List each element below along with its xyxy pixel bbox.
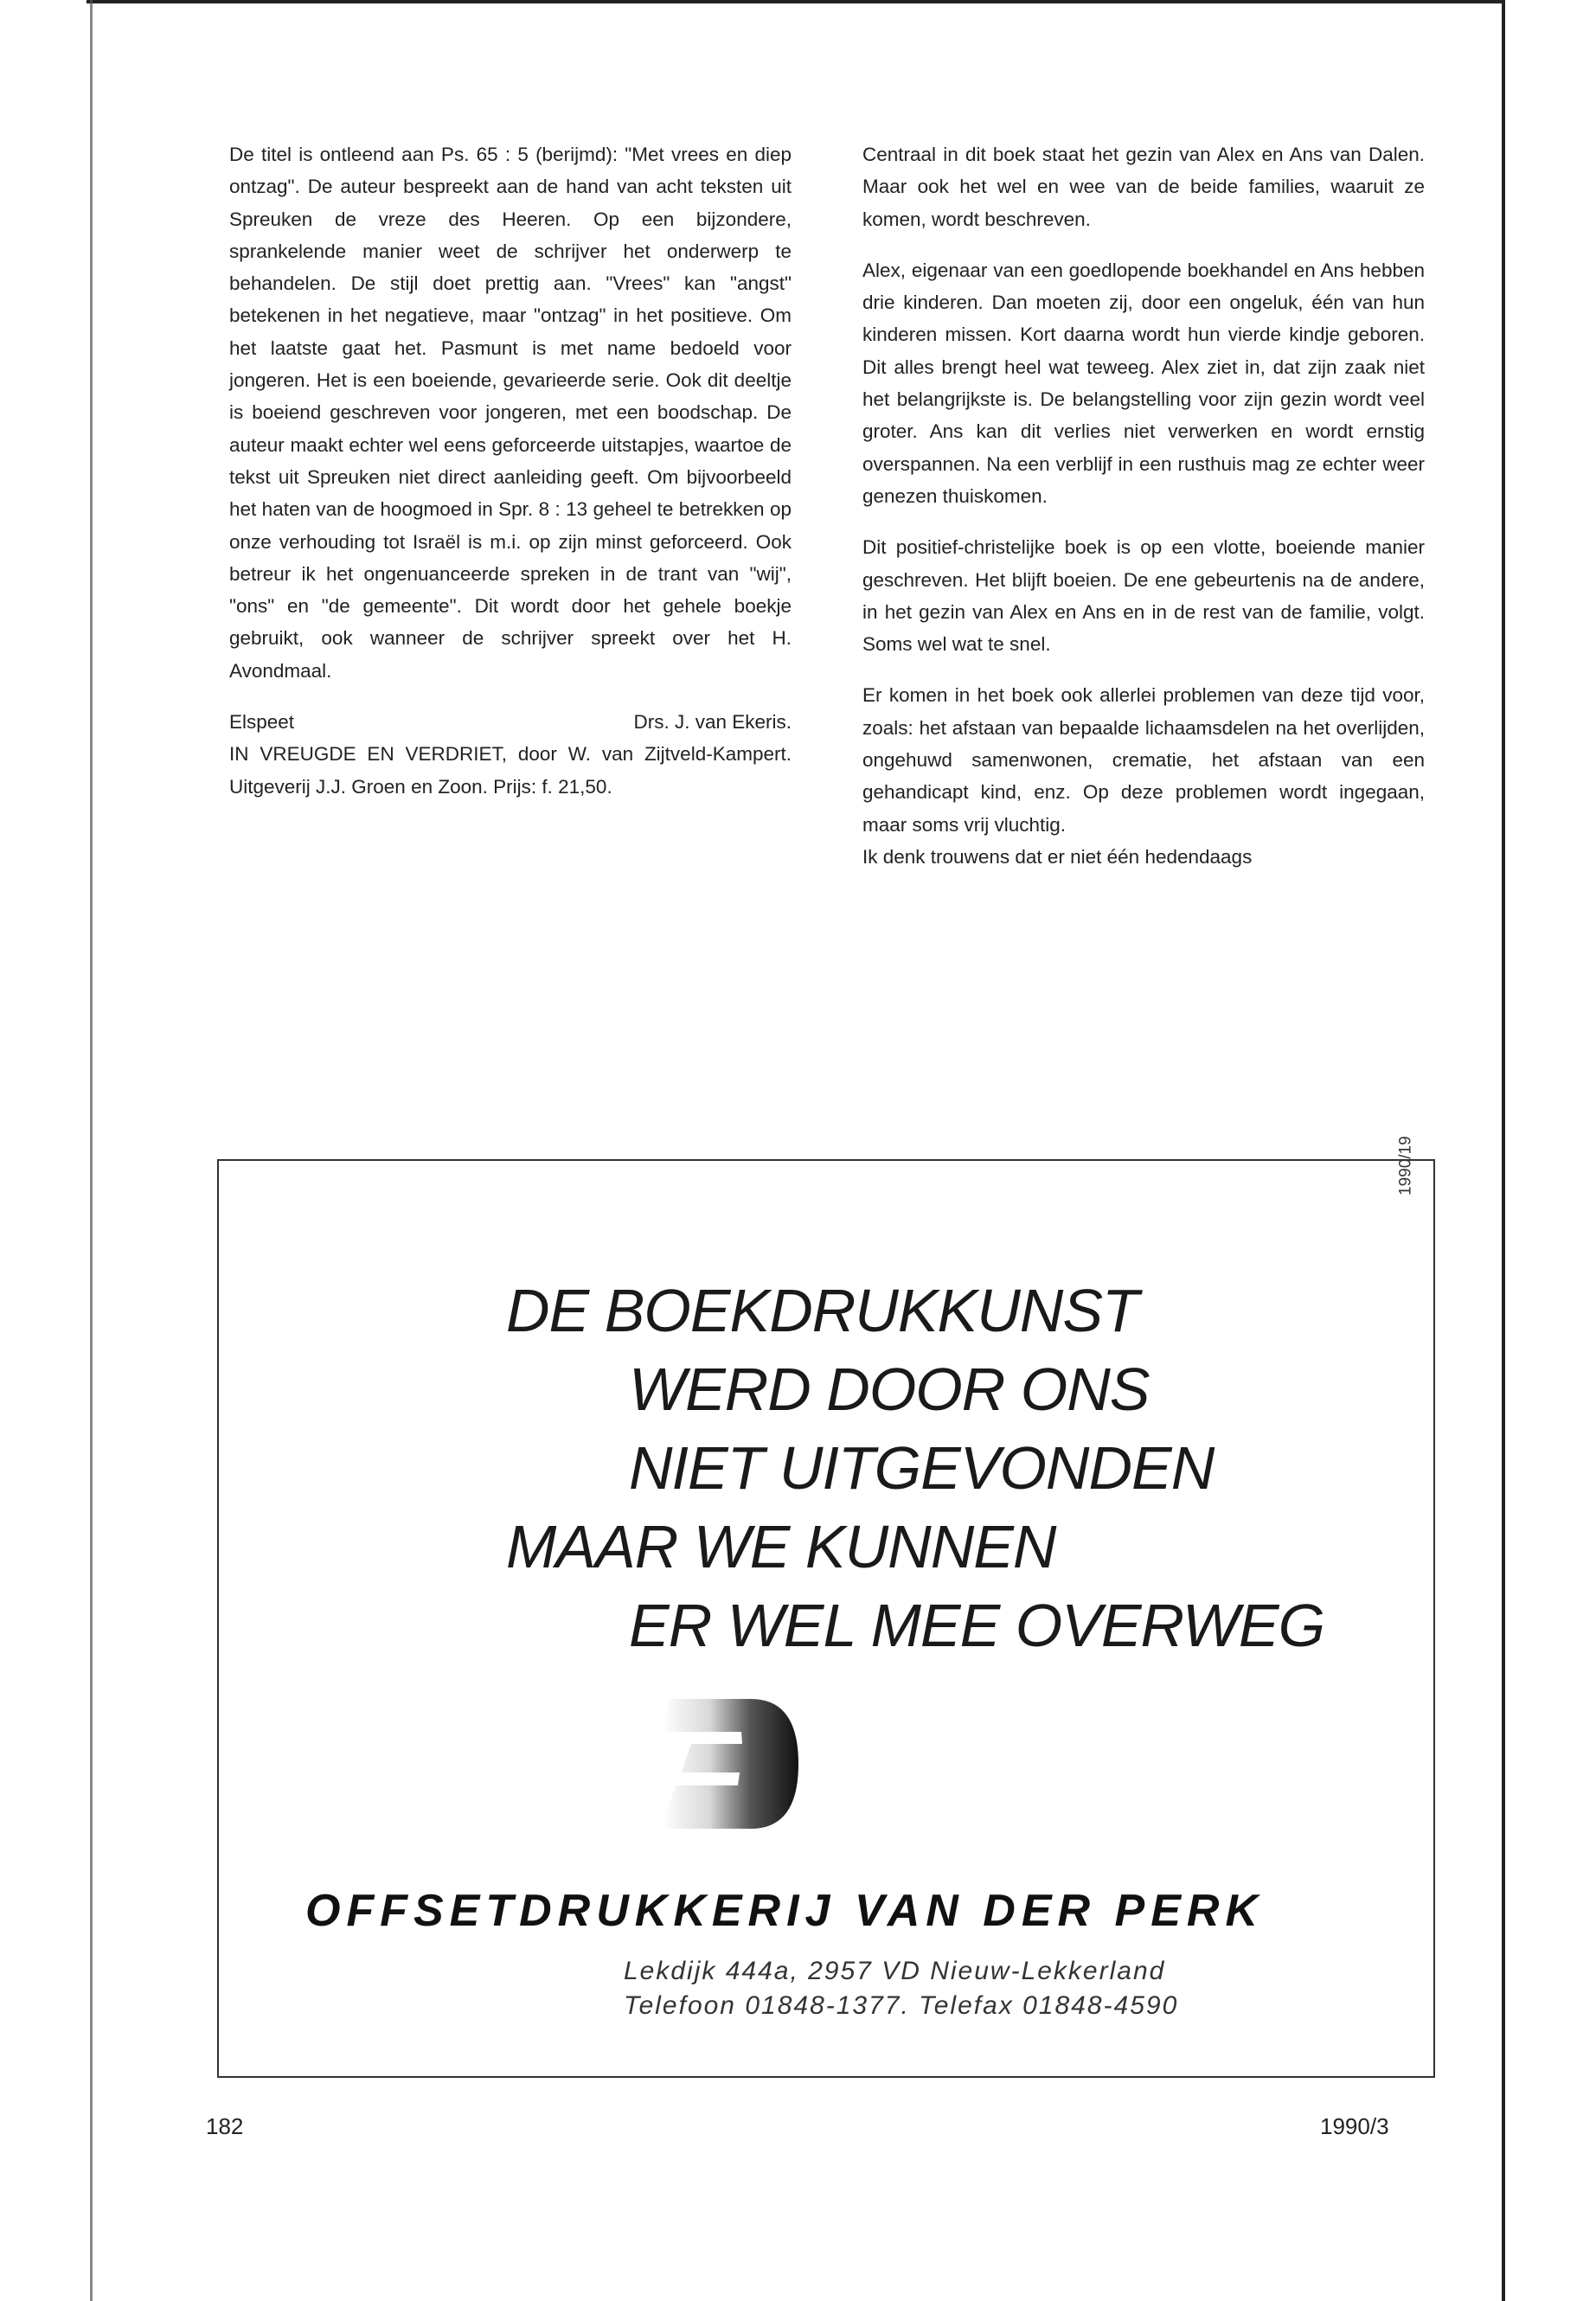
slogan-line: NIET UITGEVONDEN — [629, 1434, 1215, 1502]
paragraph: Er komen in het boek ook allerlei problemen van deze tijd voor, zoals: het afstaan van bepaalde lichaamsdelen na het overlijden, ongehuwd samenwonen, crematie, het afstaan van een gehandicapt kind, enz. Op deze problemen wordt ingegaan, maar soms vrij vluchtig. — [862, 684, 1425, 836]
paragraph: Ik denk trouwens dat er niet één hedendaags — [862, 845, 1253, 868]
slogan-line: ER WEL MEE OVERWEG — [629, 1592, 1325, 1659]
slogan-line: MAAR WE KUNNEN — [506, 1513, 1056, 1580]
review-signature — [229, 706, 792, 738]
slogan-line: DE BOEKDRUKKUNST — [506, 1277, 1138, 1344]
page-edge-left — [90, 0, 93, 2301]
review-heading: IN VREUGDE EN VERDRIET, door W. van Zijtveld-Kampert. Uitgeverij J.J. Groen en Zoon. Prijs: f. 21,50. — [229, 743, 792, 798]
page-number: 182 — [206, 2113, 244, 2139]
paragraph: Centraal in dit boek staat het gezin van Alex en Ans van Dalen. Maar ook het wel en wee van de beide families, waaruit ze komen, wordt beschreven. — [862, 144, 1425, 230]
review-text: De titel is ontleend aan Ps. 65 : 5 (berijmd): "Met vrees en diep ontzag". De auteur bespreekt aan de hand van acht teksten uit Spreuken de vreze des Heeren. Op een bijzondere, sprankelende manier weet de schrijver het onderwerp te behandelen. De stijl doet prettig aan. "Vrees" kan "angst" betekenen in het negatieve, maar "ontzag" in het positieve. Om het laatste gaat het. Pasmunt is met name bedoeld voor jongeren. Het is een boeiende, gevarieerde serie. Ook dit deeltje is boeiend geschreven voor jongeren, met een boodschap. De auteur maakt echter wel eens geforceerde uitstapjes, waartoe de tekst uit Spreuken niet direct aanleiding geeft. Om bijvoorbeeld het haten van de hoogmoed in Spr. 8 : 13 geheel te betrekken op onze verhouding tot Israël is m.i. op zijn minst geforceerd. Ook betreur ik het ongenuanceerde spreken in de trant van "wij", "ons" en "de gemeente". Dit wordt door het gehele boekje gebruikt, ook wanneer de schrijver spreekt over het H. Avondmaal. — [229, 144, 792, 682]
advertisement — [217, 1136, 1435, 2078]
left-column — [229, 138, 792, 803]
paragraph: Alex, eigenaar van een goedlopende boekhandel en Ans hebben drie kinderen. Dan moeten zij, door een ongeluk, één van hun kinderen missen. Kort daarna wordt hun vierde kindje geboren. Dit alles brengt heel wat teweeg. Alex ziet in, dat zijn zaak niet het belangrijkste is. De belangstelling voor zijn gezin wordt veel groter. Ans kan dit verlies niet verwerken en wordt ernstig overspannen. Na een verblijf in een rusthuis mag ze echter weer genezen thuiskomen. — [862, 259, 1425, 507]
right-column — [862, 138, 1425, 873]
paragraph: Dit positief-christelijke boek is op een vlotte, boeiende manier geschreven. Het blijft boeien. De ene gebeurtenis na de andere, in het gezin van Alex en Ans en in de rest van de familie, volgt. Soms wel wat te snel. — [862, 536, 1425, 656]
signature-author: Drs. J. van Ekeris. — [633, 711, 792, 734]
slogan-line: WERD DOOR ONS — [629, 1356, 1150, 1423]
issue-number: 1990/3 — [1320, 2113, 1389, 2139]
perk-logo-icon — [651, 1682, 807, 1846]
page-edge-right — [1502, 0, 1505, 2301]
ad-code: 1990/19 — [1397, 1136, 1415, 1195]
company-phone: Telefoon 01848-1377. Telefax 01848-4590 — [624, 1991, 1179, 2020]
page-edge-top — [87, 0, 1505, 3]
company-name: OFFSETDRUKKERIJ VAN DER PERK — [305, 1886, 1265, 1936]
company-address: Lekdijk 444a, 2957 VD Nieuw-Lekkerland — [624, 1957, 1166, 1985]
signature-place: Elspeet — [229, 711, 295, 734]
